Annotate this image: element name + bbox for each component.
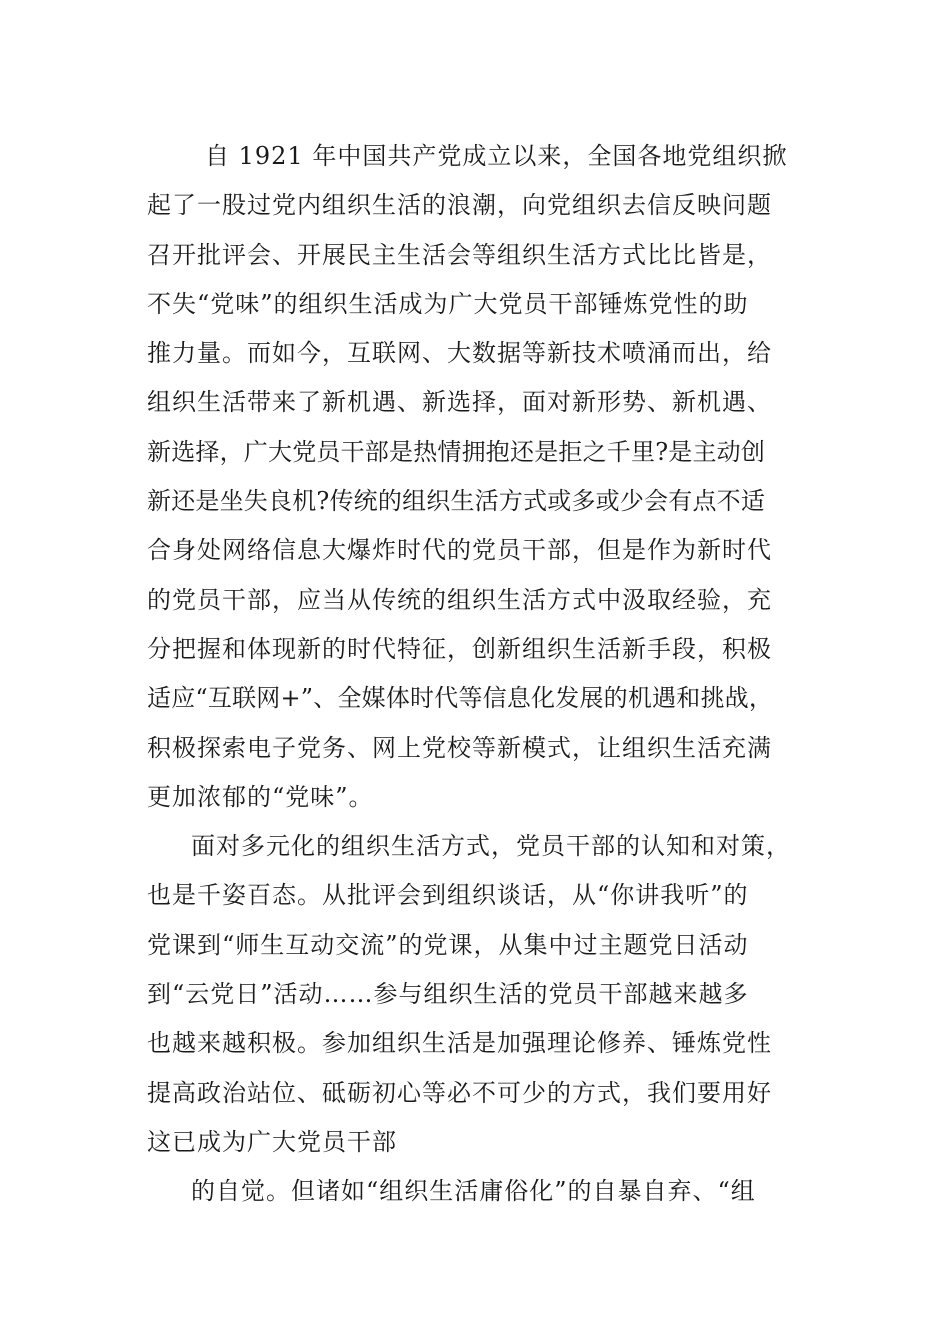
text-line: 合身处网络信息大爆炸时代的党员干部，但是作为新时代 — [147, 536, 772, 565]
text-line: 党课到“师生互动交流”的党课，从集中过主题党日活动 — [147, 930, 749, 959]
paragraph-3 — [147, 1167, 827, 1216]
text-line: 适应“互联网+”、全媒体时代等信息化发展的机遇和挑战， — [147, 684, 774, 713]
text-line: 新还是坐失良机?传统的组织生活方式或多或少会有点不适 — [147, 487, 766, 516]
text-line: 这已成为广大党员干部 — [147, 1127, 397, 1156]
text-line: 不失“党味”的组织生活成为广大党员干部锤炼党性的助 — [147, 289, 749, 318]
text-line: 的自觉。但诸如“组织生活庸俗化”的自暴自弃、“组 — [191, 1177, 756, 1206]
text-line: 召开批评会、开展民主生活会等组织生活方式比比皆是， — [147, 240, 772, 269]
text-line: 组织生活带来了新机遇、新选择，面对新形势、新机遇、 — [147, 388, 772, 417]
paragraph-1 — [147, 132, 827, 822]
text-line: 提高政治站位、砥砺初心等必不可少的方式，我们要用好 — [147, 1078, 772, 1107]
text-line: 推力量。而如今，互联网、大数据等新技术喷涌而出，给 — [147, 339, 772, 368]
text-line: 也越来越积极。参加组织生活是加强理论修养、锤炼党性 — [147, 1029, 772, 1058]
text-line: 起了一股过党内组织生活的浪潮，向党组织去信反映问题 — [147, 191, 772, 220]
text-line: 积极探索电子党务、网上党校等新模式，让组织生活充满 — [147, 733, 772, 762]
text-line: 也是千姿百态。从批评会到组织谈话，从“你讲我听”的 — [147, 881, 749, 910]
text-line: 的党员干部，应当从传统的组织生活方式中汲取经验，充 — [147, 585, 772, 614]
text-line: 到“云党日”活动……参与组织生活的党员干部越来越多 — [147, 980, 749, 1009]
text-line: 更加浓郁的“党味”。 — [147, 782, 374, 811]
paragraph-2 — [147, 822, 827, 1167]
text-line: 分把握和体现新的时代特征，创新组织生活新手段，积极 — [147, 634, 772, 663]
text-line: 自 1921 年中国共产党成立以来，全国各地党组织掀 — [205, 142, 788, 170]
text-line: 面对多元化的组织生活方式，党员干部的认知和对策， — [191, 832, 791, 861]
body-text — [147, 132, 827, 1217]
text-line: 新选择，广大党员干部是热情拥抱还是拒之千里?是主动创 — [147, 437, 766, 466]
